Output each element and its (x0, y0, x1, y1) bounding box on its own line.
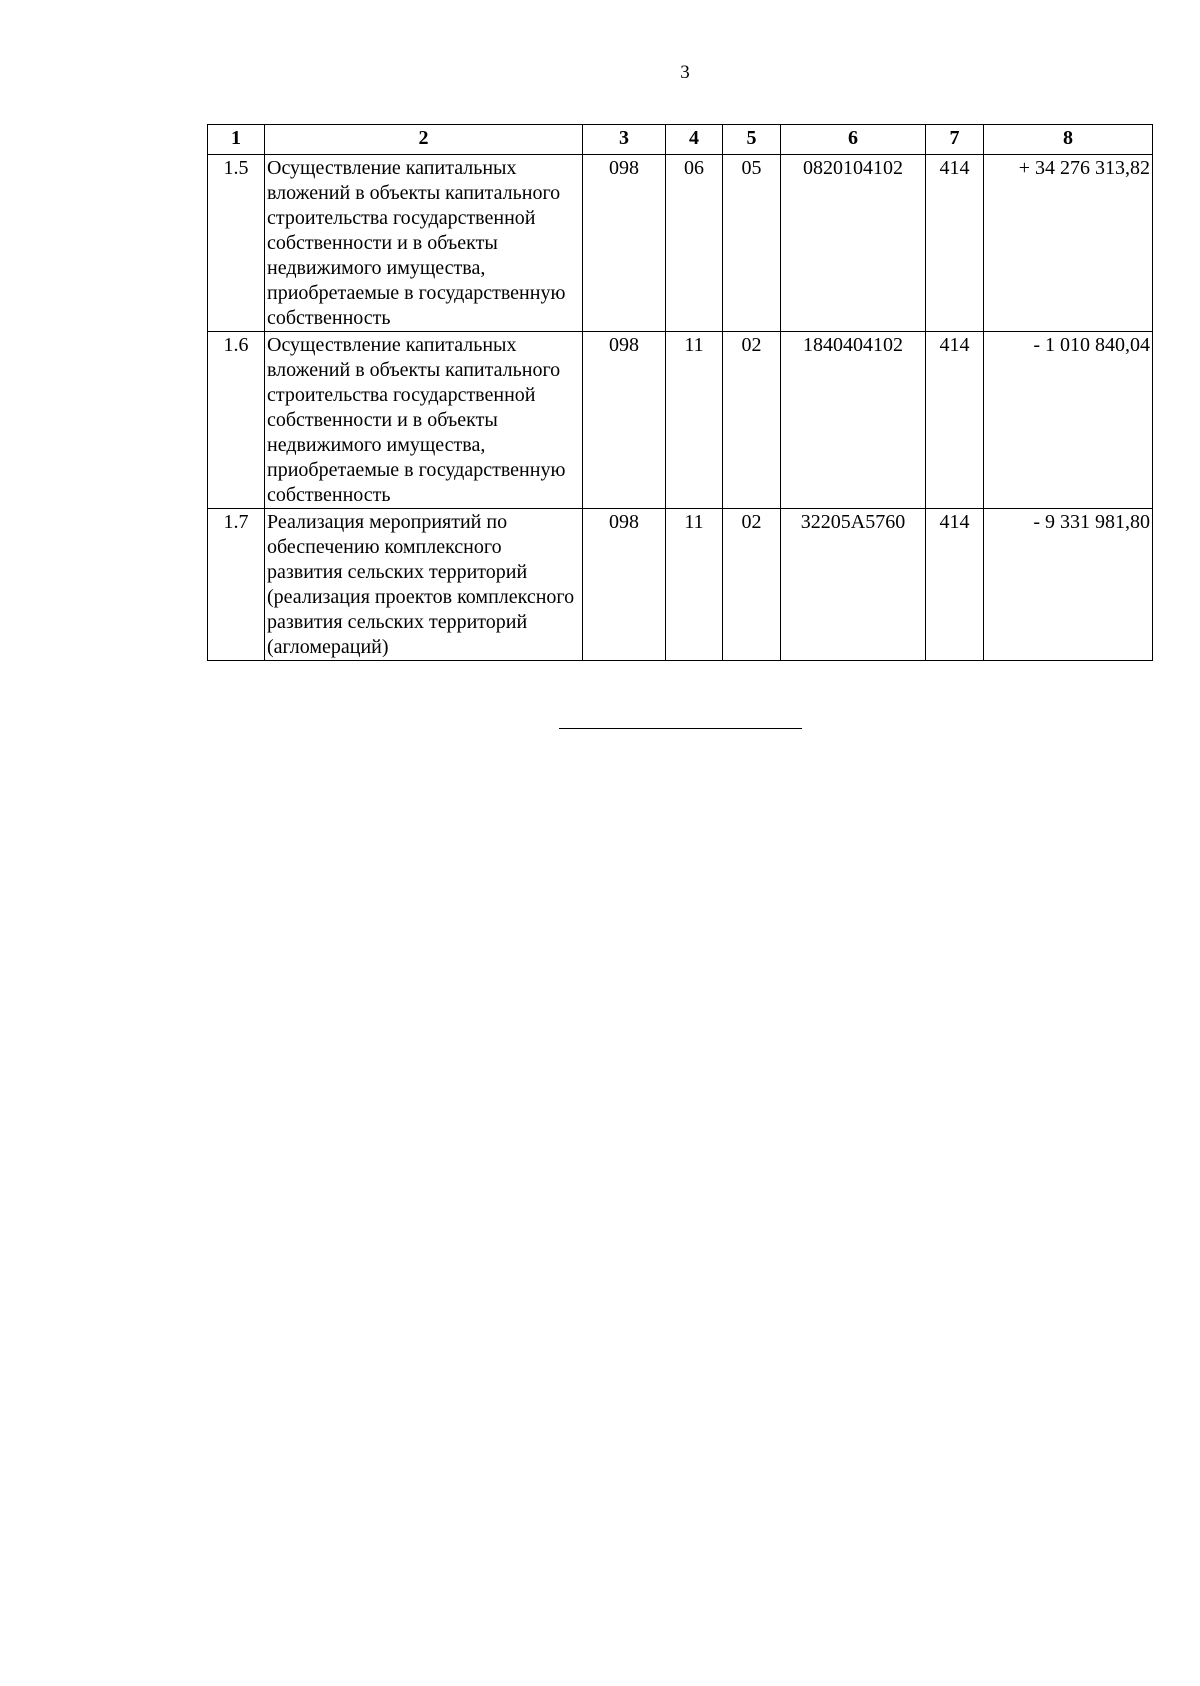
row-col7: 414 (926, 155, 984, 332)
table-header-row (208, 125, 1153, 155)
budget-changes-table (207, 124, 1153, 661)
page-number: 3 (680, 62, 690, 83)
row-amount: + 34 276 313,82 (984, 155, 1153, 332)
row-col5: 02 (723, 509, 781, 661)
header-col-1: 1 (208, 125, 265, 155)
row-number: 1.6 (208, 332, 265, 509)
header-col-4: 4 (666, 125, 723, 155)
header-col-5: 5 (723, 125, 781, 155)
row-amount: - 1 010 840,04 (984, 332, 1153, 509)
row-col6: 32205A5760 (781, 509, 926, 661)
row-number: 1.7 (208, 509, 265, 661)
header-col-3: 3 (583, 125, 666, 155)
row-col3: 098 (583, 509, 666, 661)
table-row (208, 155, 1153, 332)
table-row (208, 332, 1153, 509)
row-col4: 11 (666, 332, 723, 509)
header-col-2: 2 (265, 125, 583, 155)
row-amount: - 9 331 981,80 (984, 509, 1153, 661)
header-col-8: 8 (984, 125, 1153, 155)
row-col4: 06 (666, 155, 723, 332)
row-description: Осуществление капитальных вложений в объекты капитального строительства государственной собственности и в объекты недвижимого имущества, приобретаемые в государственную собственность (265, 155, 583, 332)
row-col3: 098 (583, 332, 666, 509)
row-number: 1.5 (208, 155, 265, 332)
row-description: Осуществление капитальных вложений в объекты капитального строительства государственной собственности и в объекты недвижимого имущества, приобретаемые в государственную собственность (265, 332, 583, 509)
end-of-document-rule (559, 728, 802, 729)
row-col5: 02 (723, 332, 781, 509)
row-col7: 414 (926, 509, 984, 661)
row-col4: 11 (666, 509, 723, 661)
row-col3: 098 (583, 155, 666, 332)
table-row (208, 509, 1153, 661)
header-col-6: 6 (781, 125, 926, 155)
header-col-7: 7 (926, 125, 984, 155)
row-col6: 0820104102 (781, 155, 926, 332)
row-col6: 1840404102 (781, 332, 926, 509)
row-col7: 414 (926, 332, 984, 509)
row-description: Реализация мероприятий по обеспечению комплексного развития сельских территорий (реализация проектов комплексного развития сельских территорий (агломераций) (265, 509, 583, 661)
row-col5: 05 (723, 155, 781, 332)
